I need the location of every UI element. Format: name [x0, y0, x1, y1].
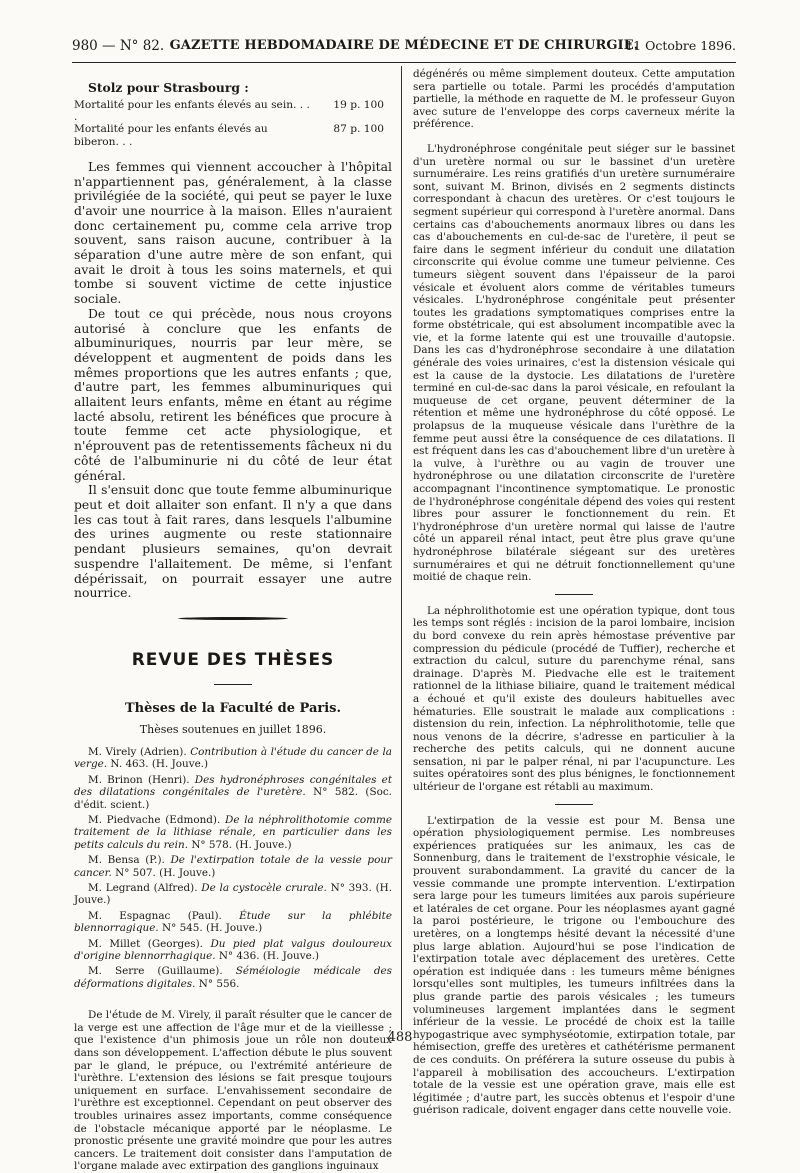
paragraph: dégénérés ou même simplement douteux. Cette amputation sera partielle ou totale. Parmi les procédés d'amputation partielle, la méthode en raquette de M. le professeur Guyon avec suture de l'enveloppe des corps caverneux mérite la préférence.	[413, 68, 735, 131]
short-rule	[214, 684, 252, 685]
stolz-heading: Stolz pour Strasbourg :	[88, 80, 249, 95]
thesis-title: Séméiologie médicale des déformations digitales.	[74, 965, 392, 990]
thesis-entry	[74, 965, 392, 990]
thesis-entry	[74, 746, 392, 771]
paragraph: La néphrolithotomie est une opération typique, dont tous les temps sont réglés : incision de la paroi lombaire, incision du bord convexe du rein après hémostase préventive par compression du pédicule (procédé de Tuffier), recherche et extraction du calcul, suture du parenchyme rénal, sans drainage. D'après M. Piedvache elle est le traitement rationnel de la lithiase biliaire, quand le traitement médical a échoué et qu'il existe des douleurs habituelles avec hématuries. Elle soustrait le malade aux complications : distension du rein, infection. La néphrolithotomie, telle que nous venons de la décrire, s'adresse en particulier à la recherche des petits calculs, qui ne donnent aucune sensation, ni par le palper rénal, ni par l'acupuncture. Les suites opératoires sont des plus bénignes, le fonctionnement ultérieur de l'organe est rétabli au maximum.	[413, 604, 735, 794]
thesis-entry	[74, 814, 392, 851]
faculty-heading: Thèses de la Faculté de Paris.	[124, 700, 342, 716]
thesis-author: M. Legrand (Alfred).	[88, 881, 198, 894]
thesis-author: M. Espagnac (Paul).	[88, 909, 222, 922]
thesis-author: M. Millet (Georges).	[88, 937, 203, 950]
right-column	[413, 68, 735, 1117]
paragraph: Les femmes qui viennent accoucher à l'hôpital n'appartiennent pas, généralement, à la classe privilégiée de la société, qui peut se payer le luxe d'avoir une nourrice à la maison. Elles n'auraient donc certainement pu, comme cela arrive trop souvent, sans raison aucune, contribuer à la séparation d'une autre mère de son enfant, qui avait le droit à tous les soins maternels, et qui tombe si souvent victime de cette injustice sociale.	[74, 158, 392, 307]
issue-date: 11 Octobre 1896.	[625, 38, 736, 53]
header-rule	[72, 62, 736, 63]
thesis-entry	[74, 910, 392, 935]
paragraph: De l'étude de M. Virely, il paraît résulter que le cancer de la verge est une affection de l'âge mur et de la vieillesse ; que l'existence d'un phimosis joue un rôle non douteux dans son développement. L'affection débute le plus souvent par le gland, le prépuce, ou l'extrémité antérieure de l'urèthre. L'extension des lésions se fait presque toujours uniquement en surface. L'envahissement secondaire de l'urèthre est exceptionnel. Cependant on peut observer des troubles urinaires assez importants, comme conséquence de l'obstacle mécanique apporté par le néoplasme. Le pronostic présente une gravité moindre que pour les autres cancers. Le traitement doit consister dans l'amputation de l'organe malade avec extirpation des ganglions inguinaux	[74, 1009, 392, 1173]
section-title: REVUE DES THÈSES	[131, 649, 335, 670]
paragraph: De tout ce qui précède, nous nous croyons autorisé à conclure que les enfants de albuminuriques, nourris par leur mère, se développent et augmentent de poids dans les mêmes proportions que les autres enfants ; que, d'autre part, les femmes albuminuriques qui allaitent leurs enfants, même en étant au régime lacté absolu, retirent les bénéfices que procure à toute femme cet acte physiologique, et n'éprouvent pas de retentissements fâcheux ni du côté de l'albuminurie ni du côté de leur état général.	[74, 305, 392, 483]
thesis-entry	[74, 938, 392, 963]
thesis-title: Du pied plat valgus douloureux d'origine blennorrhagique.	[74, 937, 392, 962]
thesis-entry	[74, 854, 392, 879]
mortality-label: Mortalité pour les enfants élevés au sein. . . .	[74, 99, 310, 124]
column-divider	[401, 66, 402, 1030]
thesis-entry	[74, 774, 392, 811]
page-number: 488	[387, 1030, 413, 1045]
paragraph: L'hydronéphrose congénitale peut siéger sur le bassinet d'un uretère normal ou sur le bassinet d'un uretère surnuméraire. Les reins gratifiés d'un uretère surnuméraire sont, suivant M. Brinon, divisés en 2 segments distincts correspondant à chacun des uretères. Or c'est toujours le segment supérieur qui correspond à l'uretère anormal. Dans certains cas d'abouchements anormaux libres ou dans les cas d'abouchements en cul-de-sac de l'uretère, il peut se faire dans le segment inférieur du conduit une dilatation circonscrite qui évolue comme une tumeur pelvienne. Ces tumeurs siègent souvent dans l'épaisseur de la paroi vésicale et évoluent alors comme de véritables tumeurs vésicales. L'hydronéphrose congénitale peut présenter toutes les gradations symptomatiques comprises entre la forme obstétricale, qui est absolument incompatible avec la vie, et la forme latente qui est une trouvaille d'autopsie. Dans les cas d'hydronéphrose secondaire à une dilatation générale des voies urinaires, c'est la distension vésicale qui est la cause de la dystocie. Les dilatations de l'uretère terminé en cul-de-sac dans la paroi vésicale, en refoulant la muqueuse de cet organe, peuvent déterminer de la rétention et même une hydronéphrose du côté opposé. Le prolapsus de la muqueuse vésicale dans l'urèthre de la femme peut aussi être la conséquence de ces dilatations. Il est fréquent dans les cas d'abouchement libre d'un uretère à la vulve, à l'urèthre ou au vagin de trouver une hydronéphrose ou une dilatation circonscrite de l'uretère accompagnant l'incontinence symptomatique. Le pronostic de l'hydronéphrose congénitale dépend des voies qui restent libres pour assurer le fonctionnement du rein. Et l'hydronéphrose d'un uretère normal qui laisse de l'autre côté un appareil rénal intact, peut être plus grave qu'une hydronéphrose bilatérale siégeant sur des uretères surnuméraires et qui ne détruit fonctionnellement qu'une moitié de chaque rein.	[413, 142, 735, 584]
thesis-author: M. Piedvache (Edmond).	[88, 813, 221, 826]
issue-number: 980 — N° 82.	[72, 38, 165, 54]
mortality-value: 87 p. 100	[333, 123, 384, 136]
theses-date-line: Thèses soutenues en juillet 1896.	[139, 722, 327, 736]
thesis-title: Contribution à l'étude du cancer de la verge.	[74, 745, 392, 771]
mortality-row	[74, 99, 392, 123]
short-rule	[555, 804, 593, 805]
running-header	[72, 38, 736, 60]
thesis-title: De la cystocèle crurale.	[201, 881, 327, 894]
thesis-author: M. Serre (Guillaume).	[88, 965, 223, 978]
short-rule	[555, 594, 593, 595]
paragraph: Il s'ensuit donc que toute femme albuminurique peut et doit allaiter son enfant. Il n'y a que dans les cas tout à fait rares, dans lesquels l'albumine des urines augmente ou reste stationnaire pendant plusieurs semaines, qu'on devrait suspendre l'allaitement. De même, si l'enfant dépérissait, on pourrait essayer une autre nourrice.	[74, 482, 392, 601]
paragraph: L'extirpation de la vessie est pour M. Bensa une opération physiologiquement permise. Les nombreuses expériences pratiquées sur les animaux, les cas de Sonnenburg, dans le traitement de l'exstrophie vésicale, le prouvent surabondamment. La gravité du cancer de la vessie commande une prompte intervention. L'extirpation sera large pour les tumeurs limitées aux parois supérieure et latérales de cet organe. Pour les néoplasmes ayant gagné la paroi postérieure, le trigone ou l'embouchure des uretères, on a longtemps hésité devant la nécessité d'une plus large ablation. Aujourd'hui se pose l'indication de l'extirpation totale avec déplacement des uretères. Cette opération est indiquée dans : les tumeurs même bénignes lorsqu'elles sont multiples, les tumeurs infiltrées dans la plus grande partie des parois vésicales ; les tumeurs volumineuses largement implantées dans le segment inférieur de la vessie. Le procédé de choix est la taille hypogastrique avec symphyséotomie, extirpation totale, par hémisection, greffe des uretères et cathétérisme permanent de ces conduits. On préférera la suture osseuse du pubis à l'appareil à mobilisation des accoucheurs. L'extirpation totale de la vessie est une opération grave, mais elle est légitimée ; d'autre part, les succès obtenus et l'espoir d'une guérison radicale, doivent engager dans cette nouvelle voie.	[413, 814, 735, 1117]
thesis-author: M. Bensa (P.).	[88, 854, 165, 867]
thesis-ref: N° 582. (Soc. d'édit. scient.)	[74, 786, 392, 811]
thesis-entry	[74, 882, 392, 907]
thesis-title: Des hydronéphroses congénitales et des dilatations congénitales de l'uretère.	[74, 773, 393, 799]
left-column	[74, 68, 392, 1173]
thesis-ref: N. 463. (H. Jouve.)	[110, 758, 209, 771]
thesis-ref: N° 393. (H. Jouve.)	[74, 881, 392, 907]
thesis-title: Étude sur la phlébite blennorragique.	[74, 909, 392, 935]
ornamental-separator	[178, 617, 288, 620]
theses-list	[74, 746, 392, 990]
mortality-label: Mortalité pour les enfants élevés au biberon. . .	[74, 123, 268, 148]
thesis-author: M. Brinon (Henri).	[88, 773, 190, 786]
journal-title: GAZETTE HEBDOMADAIRE DE MÉDECINE ET DE CHIRURGIE.	[169, 38, 639, 53]
thesis-ref: N° 507. (H. Jouve.)	[115, 866, 216, 879]
thesis-title: De la néphrolithotomie comme traitement de la lithiase rénale, en particulier dans les petits calculs du rein.	[74, 813, 392, 851]
thesis-ref: N° 436. (H. Jouve.)	[218, 950, 320, 962]
mortality-row	[74, 123, 392, 147]
mortality-value: 19 p. 100	[333, 99, 384, 111]
thesis-author: M. Virely (Adrien).	[88, 745, 187, 758]
thesis-ref: N° 578. (H. Jouve.)	[191, 838, 292, 851]
thesis-title: De l'extirpation totale de la vessie pour cancer.	[74, 854, 392, 879]
thesis-ref: N° 545. (H. Jouve.)	[161, 922, 263, 935]
thesis-ref: N° 556.	[198, 977, 240, 990]
